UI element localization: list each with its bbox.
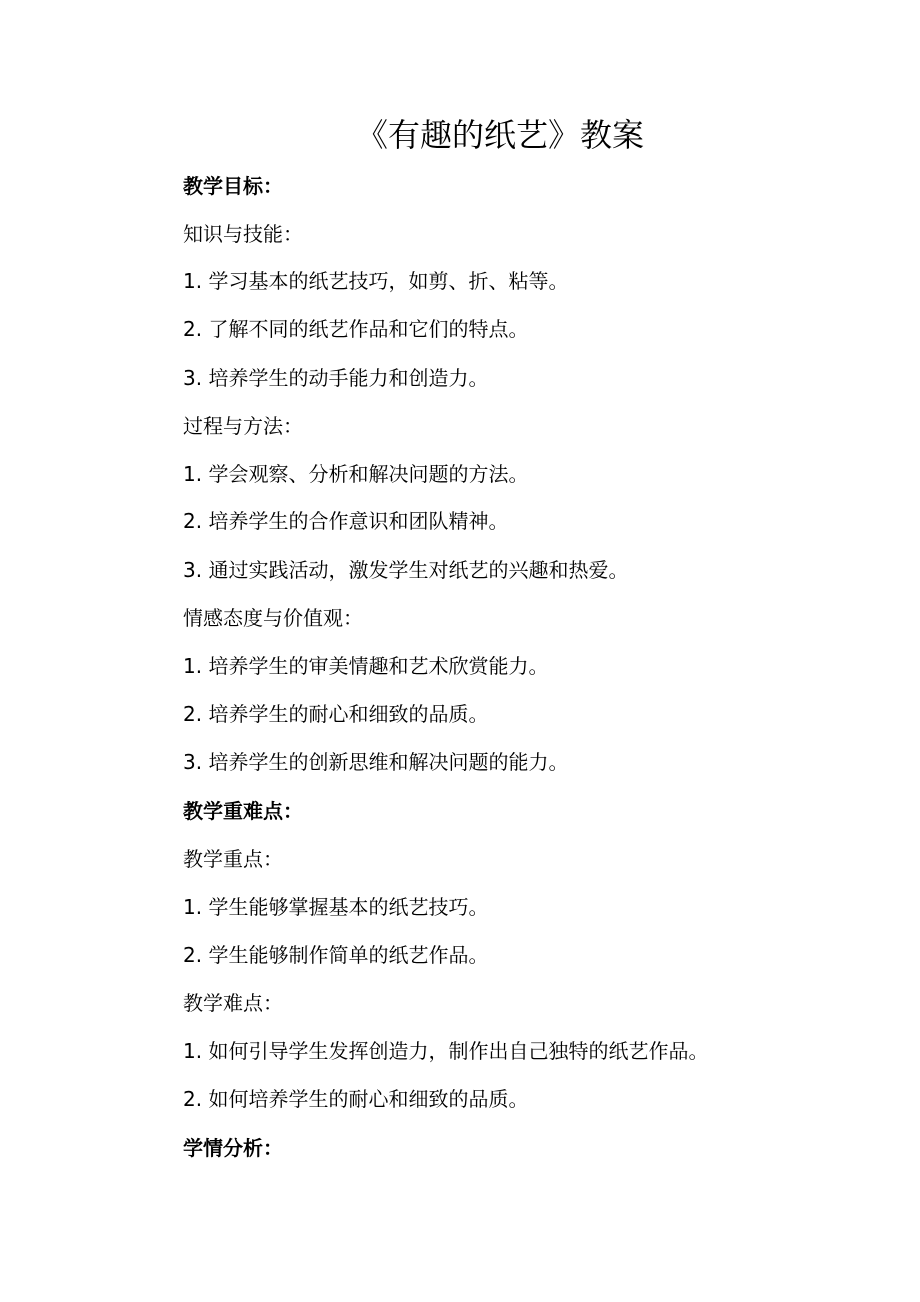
list-item: 1. 学生能够掌握基本的纸艺技巧。 [183, 895, 489, 919]
list-item: 3. 培养学生的创新思维和解决问题的能力。 [183, 750, 569, 774]
list-item: 1. 学习基本的纸艺技巧，如剪、折、粘等。 [183, 269, 569, 293]
list-item: 1. 培养学生的审美情趣和艺术欣赏能力。 [183, 654, 549, 678]
list-item: 1. 如何引导学生发挥创造力，制作出自己独特的纸艺作品。 [183, 1039, 709, 1063]
list-item: 3. 培养学生的动手能力和创造力。 [183, 366, 489, 390]
list-item: 2. 学生能够制作简单的纸艺作品。 [183, 943, 489, 967]
subheading-emotion-attitude-values: 情感态度与价值观： [183, 606, 363, 630]
subheading-difficult-points: 教学难点： [183, 991, 283, 1015]
list-item: 3. 通过实践活动，激发学生对纸艺的兴趣和热爱。 [183, 558, 629, 582]
subheading-knowledge-skills: 知识与技能： [183, 222, 303, 246]
list-item: 2. 了解不同的纸艺作品和它们的特点。 [183, 317, 529, 341]
document-title: 《有趣的纸艺》教案 [355, 116, 644, 154]
list-item: 2. 培养学生的合作意识和团队精神。 [183, 509, 509, 533]
subheading-key-points: 教学重点： [183, 847, 283, 871]
section-heading-teaching-objectives: 教学目标： [183, 174, 283, 198]
section-heading-learner-analysis: 学情分析： [183, 1136, 283, 1160]
list-item: 2. 如何培养学生的耐心和细致的品质。 [183, 1087, 529, 1111]
list-item: 1. 学会观察、分析和解决问题的方法。 [183, 462, 529, 486]
section-heading-key-difficult-points: 教学重难点： [183, 799, 303, 823]
subheading-process-methods: 过程与方法： [183, 414, 303, 438]
list-item: 2. 培养学生的耐心和细致的品质。 [183, 702, 489, 726]
